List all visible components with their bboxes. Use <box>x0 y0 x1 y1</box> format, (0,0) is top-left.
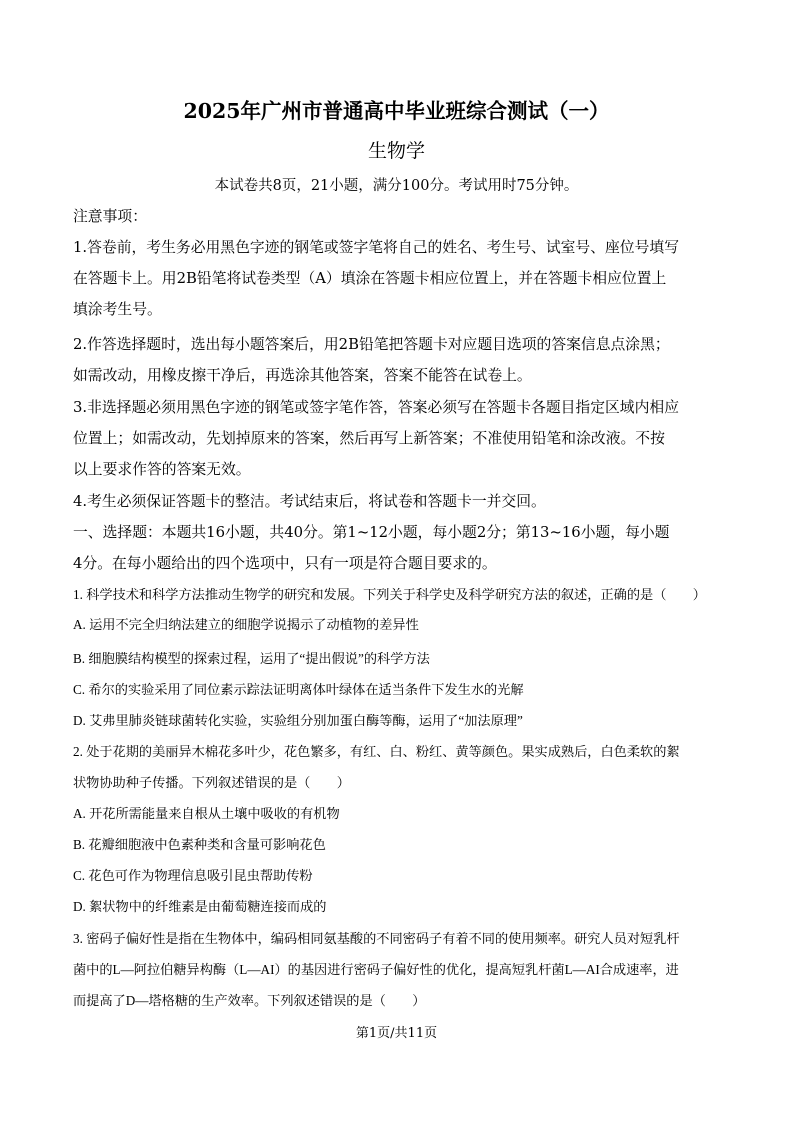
note-line: 在答题卡上。用2B铅笔将试卷类型（A）填涂在答题卡相应位置上，并在答题卡相应位置上 <box>73 270 667 287</box>
note-line: 2.作答选择题时，选出每小题答案后，用2B铅笔把答题卡对应题目选项的答案信息点涂黑； <box>73 336 670 353</box>
question-option: C. 花色可作为物理信息吸引昆虫帮助传粉 <box>73 868 313 883</box>
question-option: C. 希尔的实验采用了同位素示踪法证明离体叶绿体在适当条件下发生水的光解 <box>73 682 524 697</box>
question-option: B. 花瓣细胞液中色素种类和含量可影响花色 <box>73 837 326 852</box>
exam-intro: 本试卷共8页，21小题，满分100分。考试用时75分钟。 <box>214 178 579 194</box>
question-stem: 3. 密码子偏好性是指在生物体中，编码相同氨基酸的不同密码子有着不同的使用频率。研究人员对短乳杆 <box>73 931 680 946</box>
question-stem: 而提高了D—塔格糖的生产效率。下列叙述错误的是（ ） <box>73 993 426 1008</box>
note-line: 3.非选择题必须用黑色字迹的钢笔或签字笔作答，答案必须写在答题卡各题目指定区域内相应 <box>73 399 679 416</box>
question-stem: 菌中的L—阿拉伯糖异构酶（L—AI）的基因进行密码子偏好性的优化，提高短乳杆菌L—AI合成速率，进 <box>73 962 679 977</box>
section-heading: 一、选择题：本题共16小题，共40分。第1~12小题，每小题2分；第13~16小题，每小题 <box>73 524 670 541</box>
question-stem: 状物协助种子传播。下列叙述错误的是（ ） <box>73 775 350 790</box>
question-stem: 1. 科学技术和科学方法推动生物学的研究和发展。下列关于科学史及科学研究方法的叙述，正确的是（ ） <box>73 587 706 602</box>
page-number: 第1页/共11页 <box>355 1026 438 1041</box>
notes-heading: 注意事项： <box>73 208 147 225</box>
note-line: 如需改动，用橡皮擦干净后，再选涂其他答案，答案不能答在试卷上。 <box>73 367 532 384</box>
subject-title: 生物学 <box>367 140 425 162</box>
section-heading: 4分。在每小题给出的四个选项中，只有一项是符合题目要求的。 <box>73 555 497 572</box>
question-option: A. 开花所需能量来自根从土壤中吸收的有机物 <box>73 806 340 821</box>
question-option: B. 细胞膜结构模型的探索过程，运用了“提出假说”的科学方法 <box>73 651 430 666</box>
note-line: 以上要求作答的答案无效。 <box>73 461 251 478</box>
question-option: D. 艾弗里肺炎链球菌转化实验，实验组分别加蛋白酶等酶，运用了“加法原理” <box>73 713 523 728</box>
question-stem: 2. 处于花期的美丽异木棉花多叶少，花色繁多，有红、白、粉红、黄等颜色。果实成熟后，白色柔软的絮 <box>73 744 680 759</box>
question-option: D. 絮状物中的纤维素是由葡萄糖连接而成的 <box>73 899 327 914</box>
question-option: A. 运用不完全归纳法建立的细胞学说揭示了动植物的差异性 <box>73 617 419 632</box>
note-line: 填涂考生号。 <box>73 301 162 318</box>
note-line: 4.考生必须保证答题卡的整洁。考试结束后，将试卷和答题卡一并交回。 <box>73 493 546 510</box>
note-line: 1.答卷前，考生务必用黑色字迹的钢笔或签字笔将自己的姓名、考生号、试室号、座位号填写 <box>73 239 679 256</box>
page-title: 2025年广州市普通高中毕业班综合测试（一） <box>183 99 610 123</box>
note-line: 位置上；如需改动，先划掉原来的答案，然后再写上新答案；不准使用铅笔和涂改液。不按 <box>73 430 665 447</box>
